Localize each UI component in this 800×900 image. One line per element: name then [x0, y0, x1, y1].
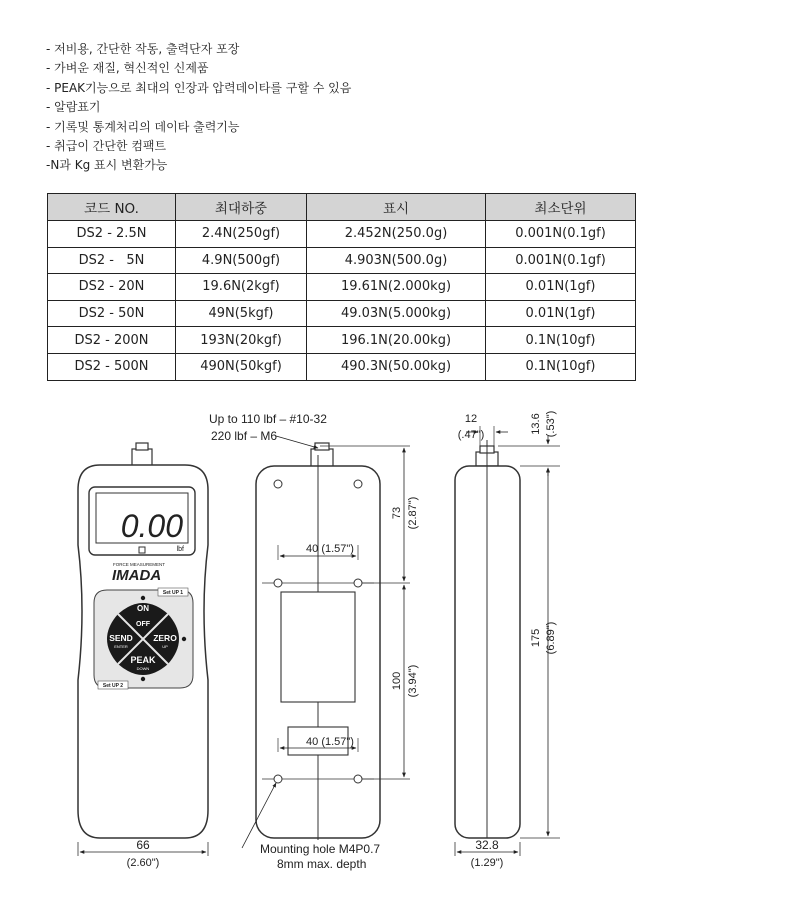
- cell-code: DS2 - 5N: [48, 247, 176, 274]
- header-resolution: 최소단위: [486, 194, 636, 221]
- feature-item: - 기록및 통계처리의 데이타 출력기능: [46, 119, 240, 134]
- dim-136-in: (.53"): [545, 410, 557, 438]
- setup-indicator-icon: [182, 637, 186, 641]
- front-connector-tip-icon: [136, 443, 148, 450]
- cell-max-load: 19.6N(2kgf): [176, 274, 307, 301]
- table-row: [48, 327, 636, 354]
- cell-resolution: 0.01N(1gf): [486, 300, 636, 327]
- cell-max-load: 49N(5kgf): [176, 300, 307, 327]
- dim-328-in: (1.29"): [470, 857, 504, 869]
- brand-logo: IMADA: [112, 567, 162, 584]
- cell-display: 2.452N(250.0g): [307, 221, 486, 248]
- back-view: [209, 412, 419, 871]
- dim-73-in: (2.87"): [407, 496, 419, 530]
- dim-12-mm: 12: [464, 413, 478, 425]
- cell-display: 490.3N(50.00kg): [307, 353, 486, 380]
- btn-send-label: SEND: [109, 633, 133, 643]
- table-row: [48, 353, 636, 380]
- feature-item: - PEAK기능으로 최대의 인장과 압력데이타를 구할 수 있음: [46, 80, 352, 95]
- cell-display: 4.903N(500.0g): [307, 247, 486, 274]
- dim-175-in: (6.89"): [545, 621, 557, 655]
- width-mm: 66: [136, 838, 150, 852]
- setup-indicator-icon: [141, 596, 145, 600]
- cell-resolution: 0.1N(10gf): [486, 327, 636, 354]
- feature-item: - 취급이 간단한 컴팩트: [46, 139, 167, 154]
- dim-328-mm: 32.8: [475, 838, 499, 852]
- screw-icon: [274, 480, 282, 488]
- setup1-label: Set UP 1: [162, 590, 184, 596]
- battery-cover: [281, 592, 355, 702]
- indicator-icon: [139, 547, 145, 553]
- cell-display: 49.03N(5.000kg): [307, 300, 486, 327]
- technical-drawing: [0, 390, 800, 890]
- btn-off-label: OFF: [136, 621, 150, 628]
- dim-12-in: (.47"): [457, 429, 485, 441]
- brand-caption: FORCE MEASUREMENT: [113, 562, 166, 567]
- screw-icon: [354, 480, 362, 488]
- btn-on-label: ON: [137, 604, 149, 613]
- thread-note-2: 220 lbf – M6: [211, 429, 278, 443]
- width-in: (2.60"): [126, 857, 160, 869]
- mount-hole-icon: [354, 775, 362, 783]
- dim-73-mm: 73: [391, 506, 403, 520]
- spec-table: [47, 193, 636, 381]
- header-max-load: 최대하중: [176, 194, 307, 221]
- btn-zero-sub: UP: [162, 644, 168, 649]
- mount-hole-icon: [274, 579, 282, 587]
- cell-resolution: 0.01N(1gf): [486, 274, 636, 301]
- back-connector-icon: [311, 449, 333, 467]
- cell-code: DS2 - 200N: [48, 327, 176, 354]
- front-view: [78, 443, 208, 869]
- mount-hole-icon: [354, 579, 362, 587]
- btn-peak-label: PEAK: [130, 655, 156, 665]
- table-row: [48, 274, 636, 301]
- dim-40b: 40 (1.57"): [306, 736, 354, 748]
- btn-send-sub: ENTER: [114, 644, 128, 649]
- cell-max-load: 193N(20kgf): [176, 327, 307, 354]
- cell-display: 196.1N(20.00kg): [307, 327, 486, 354]
- cell-code: DS2 - 2.5N: [48, 221, 176, 248]
- cell-code: DS2 - 20N: [48, 274, 176, 301]
- table-row: [48, 247, 636, 274]
- cell-resolution: 0.1N(10gf): [486, 353, 636, 380]
- feature-item: - 가벼운 재질, 혁신적인 신제품: [46, 61, 209, 76]
- feature-list: [46, 40, 746, 176]
- header-code: 코드 NO.: [48, 194, 176, 221]
- thread-leader: [276, 436, 318, 448]
- side-view: [455, 411, 560, 869]
- thread-note-1: Up to 110 lbf – #10-32: [209, 412, 327, 426]
- setup-indicator-icon: [141, 677, 145, 681]
- table-row: [48, 300, 636, 327]
- lcd-value: 0.00: [120, 508, 183, 544]
- header-display: 표시: [307, 194, 486, 221]
- back-connector-tip-icon: [315, 443, 329, 450]
- mount-note-1: Mounting hole M4P0.7: [260, 842, 381, 856]
- setup2-label: Set UP 2: [102, 683, 124, 689]
- feature-item: -N과 Kg 표시 변환가능: [46, 158, 168, 173]
- front-connector-icon: [132, 449, 152, 466]
- mount-note-2: 8mm max. depth: [277, 857, 367, 871]
- table-header-row: [48, 194, 636, 221]
- lcd-unit: lbf: [176, 546, 184, 553]
- cell-max-load: 2.4N(250gf): [176, 221, 307, 248]
- dim-40a: 40 (1.57"): [306, 543, 354, 555]
- mount-hole-icon: [274, 775, 282, 783]
- cell-resolution: 0.001N(0.1gf): [486, 221, 636, 248]
- dim-100-in: (3.94"): [407, 664, 419, 698]
- btn-zero-label: ZERO: [153, 633, 177, 643]
- cell-code: DS2 - 50N: [48, 300, 176, 327]
- feature-item: - 저비용, 간단한 작동, 출력단자 포장: [46, 42, 240, 56]
- table-row: [48, 221, 636, 248]
- cell-max-load: 4.9N(500gf): [176, 247, 307, 274]
- dim-100-mm: 100: [391, 671, 403, 691]
- cell-code: DS2 - 500N: [48, 353, 176, 380]
- cell-resolution: 0.001N(0.1gf): [486, 247, 636, 274]
- cell-display: 19.61N(2.000kg): [307, 274, 486, 301]
- dim-175-mm: 175: [530, 628, 542, 648]
- btn-peak-sub: DOWN: [136, 666, 150, 671]
- cell-max-load: 490N(50kgf): [176, 353, 307, 380]
- feature-item: - 알람표기: [46, 100, 101, 115]
- dim-136-mm: 13.6: [530, 413, 542, 435]
